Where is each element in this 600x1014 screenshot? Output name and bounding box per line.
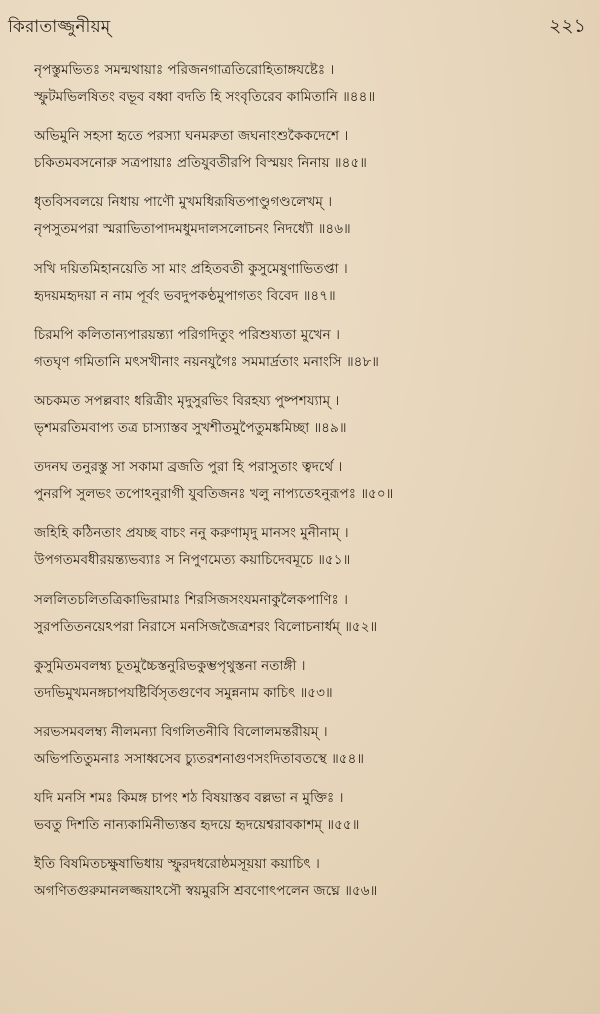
verse-line: সুরপতিতনয়েঽপরা নিরাসে মনসিজজৈত্রশরং বিলোচনার্ধম্ ॥৫২॥: [34, 618, 378, 635]
verse-50: [34, 455, 589, 521]
verse-line: জহিহি কঠিনতাং প্রযচ্ছ বাচং ননু করুণামৃদু মানসং মুনীনাম্ ।: [34, 525, 349, 542]
verse-line: উপগতমবধীরয়ন্ত্যভব্যাঃ স নিপুণমেত্য কয়াচিদেবমূচে ॥৫১॥: [34, 552, 351, 569]
verse-line: সললিতচলিতত্রিকাভিরামাঃ শিরসিজসংযমনাকুলৈকপাণিঃ ।: [34, 591, 348, 608]
verse-line: সরভসমবলম্ব্য নীলমন্যা বিগলিতনীবি বিলোলমন্তরীয়ম্ ।: [34, 723, 328, 740]
running-head: কিরাতাজ্জুনীয়ম্: [8, 17, 111, 37]
page-header: [0, 0, 600, 44]
verse-line: ইতি বিষমিতচক্ষুষাভিধায় স্ফুরদধরোষ্ঠমসূয়য়া কয়াচিৎ ।: [34, 856, 320, 873]
verse-52: [34, 588, 589, 654]
verse-47: [34, 257, 589, 323]
verse-line: কুসুমিতমবলম্ব্য চূতমুচ্চৈস্তনুরিভকুম্ভপৃথুস্তনা নতাঙ্গী ।: [34, 657, 306, 674]
verse-line: হৃদয়মহৃদয়া ন নাম পূর্বং ভবদুপকণ্ঠমুপাগতং বিবেদ ॥৪৭॥: [34, 287, 336, 304]
verse-55: [34, 786, 589, 852]
verse-line: যদি মনসি শমঃ কিমঙ্গ চাপং শঠ বিষয়াস্তব বল্লভা ন মুক্তিঃ ।: [34, 790, 344, 807]
verse-line: স্ফুটমভিলষিতং বভূব বধ্বা বদতি হি সংবৃতিরেব কামিতানি ॥৪৪॥: [34, 89, 376, 105]
verse-line: চিরমপি কলিতান্যপারয়ন্ত্যা পরিগদিতুং পরিশুষ্যতা মুখেন ।: [34, 326, 340, 343]
verse-line: নৃপস্তুমভিতঃ সমন্মথায়াঃ পরিজনগাত্রতিরোহিতাঙ্গযষ্টেঃ ।: [34, 62, 335, 78]
verse-56: [34, 852, 589, 918]
verse-44: [34, 58, 589, 124]
verse-line: অভিপতিতুমনাঃ সসাধ্বসেব চ্যুতরশনাগুণসংদিতাবতস্থে ॥৫৪॥: [34, 750, 365, 767]
verse-line: অভিমুনি সহসা হৃতে পরস্যা ঘনমরুতা জঘনাংশুকৈকদেশে ।: [34, 128, 349, 145]
verse-48: [34, 323, 589, 389]
verse-list: [0, 58, 600, 918]
verse-line: অচকমত সপল্লবাং ধরিত্রীং মৃদুসুরভিং বিরহয্য পুষ্পশয্যাম্ ।: [34, 392, 340, 409]
verse-line: নৃপসুতমপরা স্মরাভিতাপাদমধুমদালসলোচনং নিদধ্যৌ ॥৪৬॥: [34, 221, 351, 238]
verse-line: তদভিমুখমনঙ্গচাপযষ্টির্বিসৃতগুণেব সমুন্ননাম কাচিৎ ॥৫৩॥: [34, 684, 333, 701]
verse-49: [34, 389, 589, 455]
page-number: ২২১: [548, 15, 586, 37]
verse-45: [34, 124, 589, 190]
verse-46: [34, 190, 589, 256]
verse-51: [34, 521, 589, 587]
verse-line: ধৃতবিসবলয়ে নিধায় পাণৌ মুখমধিরূষিতপাণ্ডুগণ্ডলেখম্ ।: [34, 194, 333, 211]
verse-53: [34, 654, 589, 720]
verse-line: ভবতু দিশতি নান্যকামিনীভ্যস্তব হৃদয়ে হৃদয়েশ্বরাবকাশম্ ॥৫৫॥: [34, 817, 360, 834]
verse-line: গতঘৃণ গমিতানি মৎসখীনাং নয়নযুগৈঃ সমমার্দ্রতাং মনাংসি ॥৪৮॥: [34, 353, 379, 370]
verse-line: অগণিতগুরুমানলজ্জয়াঽসৌ স্বয়মুরসি শ্রবণোৎপলেন জঘ্নে ॥৫৬॥: [34, 883, 378, 900]
verse-line: ভৃশমরতিমবাপ্য তত্র চাস্যাস্তব সুখশীতমুপৈতুমঙ্কমিচ্ছা ॥৪৯॥: [34, 419, 347, 436]
verse-line: চকিতমবসনোরু সত্রপায়াঃ প্রতিযুবতীরপি বিস্ময়ং নিনায় ॥৪৫॥: [34, 155, 367, 172]
verse-line: সখি দয়িতমিহানয়েতি সা মাং প্রহিতবতী কুসুমেষুণাভিতপ্তা ।: [34, 260, 348, 277]
verse-line: পুনরপি সুলভং তপোঽনুরাগী যুবতিজনঃ খলু নাপ্যতেঽনুরূপঃ ॥৫০॥: [34, 486, 394, 503]
verse-54: [34, 720, 589, 786]
verse-line: তদনঘ তনুরস্তু সা সকামা ব্রজতি পুরা হি পরাসুতাং ত্বদর্থে ।: [34, 459, 343, 476]
